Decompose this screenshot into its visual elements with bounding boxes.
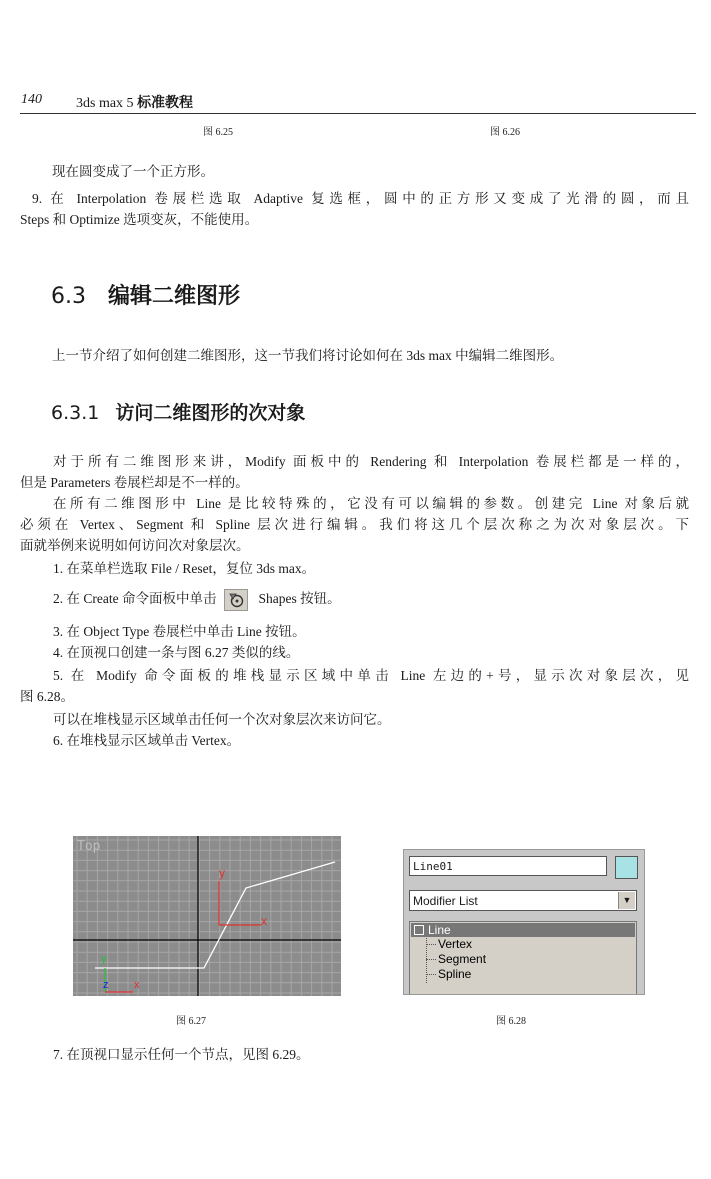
step-5-cont: 图 6.28。 [20, 689, 74, 704]
paragraph: 面就举例来说明如何访问次对象层次。 [20, 538, 250, 553]
stack-item-segment[interactable]: Segment [438, 952, 487, 966]
section-heading-6-3-1 [51, 398, 305, 425]
world-axis-y: y [101, 953, 107, 965]
modify-panel [403, 849, 645, 995]
caption-fig-6-25: 图 6.25 [203, 127, 233, 138]
shapes-icon[interactable] [224, 589, 248, 611]
object-color-swatch[interactable] [615, 856, 638, 879]
paragraph: 但是 Parameters 卷展栏却是不一样的。 [20, 475, 249, 490]
stack-item-vertex[interactable]: Vertex [438, 937, 473, 951]
modifier-stack [409, 921, 637, 994]
section-heading-6-3 [51, 279, 240, 310]
viewport-canvas [73, 836, 341, 996]
step-6: 6. 在堆栈显示区域单击 Vertex。 [53, 733, 241, 748]
page-number: 140 [21, 92, 42, 107]
axis-label-x: x [261, 914, 267, 928]
book-title-bold: 标准教程 [137, 96, 194, 111]
section-title: 访问二维图形的次对象 [115, 402, 306, 424]
step-2 [53, 589, 341, 611]
caption-fig-6-28: 图 6.28 [496, 1016, 526, 1027]
stack-item-label: Line [428, 923, 451, 937]
tree-branch [426, 974, 436, 975]
collapse-icon[interactable] [414, 925, 424, 935]
step-2-text-after: Shapes 按钮。 [258, 591, 341, 607]
book-title-prefix: 3ds max 5 [76, 96, 138, 111]
paragraph: 上一节介绍了如何创建二维图形，这一节我们将讨论如何在 3ds max 中编辑二维图形。 [52, 348, 564, 363]
modifier-list-label: Modifier List [413, 894, 478, 908]
step-1: 1. 在菜单栏选取 File / Reset，复位 3ds max。 [53, 561, 316, 576]
paragraph: 对于所有二维图形来讲，Modify 面板中的 Rendering 和 Interpolation 卷展栏都是一样的， [53, 454, 689, 469]
section-title: 编辑二维图形 [108, 284, 241, 309]
paragraph: 必须在 Vertex、Segment 和 Spline 层次进行编辑。我们将这几个层次称之为次对象层次。下 [20, 517, 689, 532]
top-viewport[interactable] [73, 836, 341, 996]
paragraph: 在所有二维图形中 Line 是比较特殊的，它没有可以编辑的参数。创建完 Line 对象后就 [53, 496, 689, 511]
book-title [76, 92, 193, 112]
step-2-text: 2. 在 Create 命令面板中单击 [53, 591, 217, 607]
paragraph: 9. 在 Interpolation 卷展栏选取 Adaptive 复选框，圆中的正方形又变成了光滑的圆，而且 [32, 191, 689, 206]
dropdown-arrow-icon[interactable]: ▼ [618, 892, 635, 909]
object-name-field[interactable]: Line01 [409, 856, 607, 876]
world-axis-z: z [103, 979, 109, 991]
step-3: 3. 在 Object Type 卷展栏中单击 Line 按钮。 [53, 624, 306, 639]
viewport-label: Top [77, 839, 101, 854]
section-number: 6.3.1 [51, 402, 100, 424]
tree-branch [426, 959, 436, 960]
caption-fig-6-27: 图 6.27 [176, 1016, 206, 1027]
step-5: 5. 在 Modify 命令面板的堆栈显示区域中单击 Line 左边的+号，显示次对象层次，见 [53, 668, 689, 683]
paragraph: Steps 和 Optimize 选项变灰，不能使用。 [20, 212, 259, 227]
step-7: 7. 在顶视口显示任何一个节点，见图 6.29。 [53, 1047, 310, 1062]
step-5-note: 可以在堆栈显示区域单击任何一个次对象层次来访问它。 [53, 712, 391, 727]
world-axis-x: x [134, 979, 140, 991]
paragraph: 现在圆变成了一个正方形。 [52, 164, 214, 179]
header-rule [20, 113, 696, 114]
modifier-list-dropdown[interactable] [409, 890, 637, 911]
stack-item-spline[interactable]: Spline [438, 967, 472, 981]
caption-fig-6-26: 图 6.26 [490, 127, 520, 138]
section-number: 6.3 [51, 284, 86, 309]
axis-label-y: y [219, 866, 225, 880]
stack-item-line[interactable] [411, 923, 635, 937]
step-4: 4. 在顶视口创建一条与图 6.27 类似的线。 [53, 645, 300, 660]
tree-branch [426, 944, 436, 945]
